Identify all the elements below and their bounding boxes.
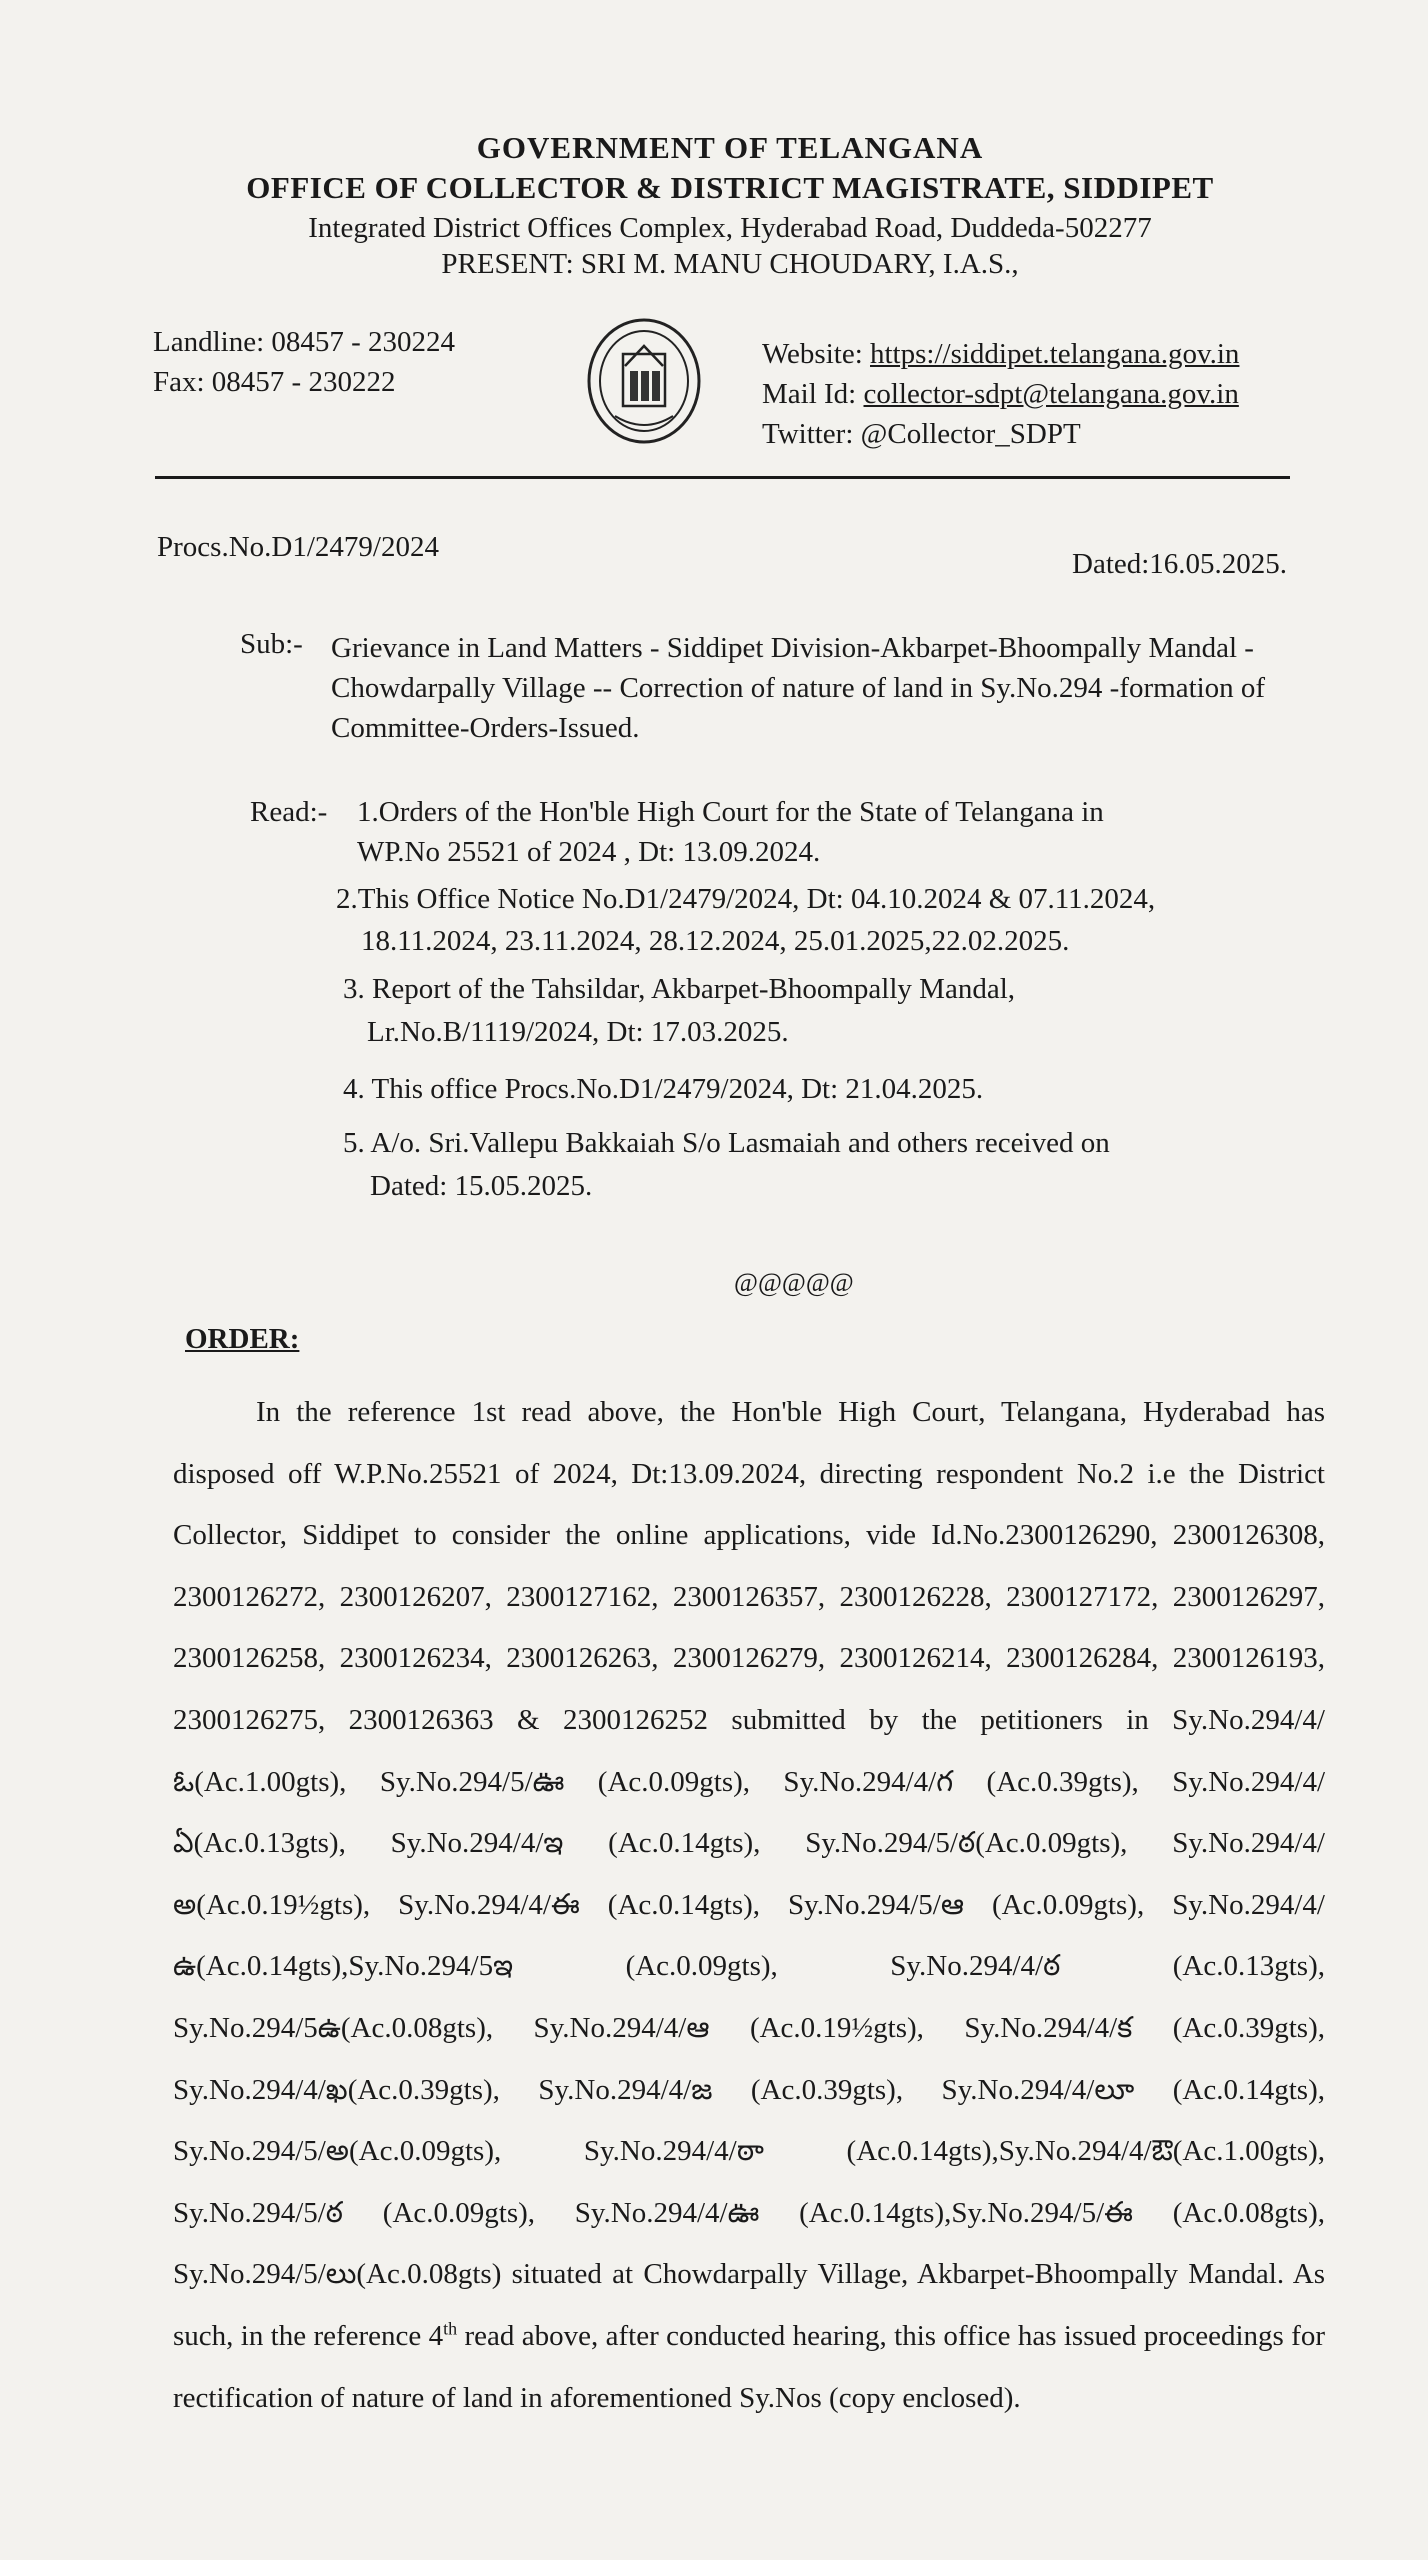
government-seal-icon (585, 316, 703, 446)
mail-line: Mail Id: collector-sdpt@telangana.gov.in (762, 378, 1239, 410)
subject-label: Sub:- (240, 628, 303, 660)
read-item: 18.11.2024, 23.11.2024, 28.12.2024, 25.01.2025,22.02.2025. (361, 925, 1070, 957)
twitter-handle: @Collector_SDPT (860, 418, 1081, 450)
read-item: 3. Report of the Tahsildar, Akbarpet-Bhoompally Mandal, (343, 973, 1015, 1005)
subject-text: Grievance in Land Matters - Siddipet Division-Akbarpet-Bhoompally Mandal - Chowdarpally Village -- Correction of nature of land in Sy.No.294 -formation of Committee-Orders-Issued. (331, 632, 1266, 744)
letterhead-government: GOVERNMENT OF TELANGANA (476, 130, 984, 165)
contact-online-block (762, 334, 1239, 454)
read-item: 5. A/o. Sri.Vallepu Bakkaiah S/o Lasmaiah and others received on (343, 1127, 1110, 1159)
website-line: Website: https://siddipet.telangana.gov.in (762, 338, 1240, 370)
read-label: Read:- (250, 796, 328, 828)
order-heading: ORDER: (185, 1323, 300, 1355)
read-item: Dated: 15.05.2025. (370, 1170, 593, 1202)
read-item: Lr.No.B/1119/2024, Dt: 17.03.2025. (367, 1016, 789, 1048)
website-link[interactable]: https://siddipet.telangana.gov.in (870, 338, 1240, 370)
twitter-line: Twitter: @Collector_SDPT (762, 418, 1081, 450)
header-divider (155, 476, 1290, 479)
read-item: 1.Orders of the Hon'ble High Court for the State of Telangana in (357, 796, 1104, 828)
read-item: 2.This Office Notice No.D1/2479/2024, Dt: 04.10.2024 & 07.11.2024, (336, 883, 1156, 915)
fax: Fax: 08457 - 230222 (153, 366, 396, 398)
order-paragraph: In the reference 1st read above, the Hon'ble High Court, Telangana, Hyderabad has disposed off W.P.No.25521 of 2024, Dt:13.09.2024, directing respondent No.2 i.e the District Collector, Siddipet to consider the online applications, vide Id.No.2300126290, 2300126308, 2300126272, 2300126207, 2300127162, 2300126357, 2300126228, 2300127172, 2300126297, 2300126258, 2300126234, 2300126263, 2300126279, 2300126214, 2300126284, 2300126193, 2300126275, 2300126363 & 2300126252 submitted by the petitioners in Sy.No.294/4/ఓ(Ac.1.00gts), Sy.No.294/5/ఊ (Ac.0.09gts), Sy.No.294/4/గ (Ac.0.39gts), Sy.No.294/4/ఏ(Ac.0.13gts), Sy.No.294/4/ఇ (Ac.0.14gts), Sy.No.294/5/ఠ(Ac.0.09gts), Sy.No.294/4/అ(Ac.0.19½gts), Sy.No.294/4/ఈ (Ac.0.14gts), Sy.No.294/5/ఆ (Ac.0.09gts), Sy.No.294/4/ఉ(Ac.0.14gts),Sy.No.294/5ఇ (Ac.0.09gts), Sy.No.294/4/ఠ (Ac.0.13gts), Sy.No.294/5ఉ(Ac.0.08gts), Sy.No.294/4/ఆ (Ac.0.19½gts), Sy.No.294/4/క (Ac.0.39gts), Sy.No.294/4/ఖ(Ac.0.39gts), Sy.No.294/4/జ (Ac.0.39gts), Sy.No.294/4/లూ (Ac.0.14gts), Sy.No.294/5/అ(Ac.0.09gts), Sy.No.294/4/ఠా (Ac.0.14gts),Sy.No.294/4/ఔ(Ac.1.00gts), Sy.No.294/5/ఠ (Ac.0.09gts), Sy.No.294/4/ఊ (Ac.0.14gts),Sy.No.294/5/ఈ (Ac.0.08gts), Sy.No.294/5/లు(Ac.0.08gts) situated at Chowdarpally Village, Akbarpet-Bhoompally Mandal. As such, in the reference 4th read above, after conducted hearing, this office has issued proceedings for rectification of nature of land in aforementioned Sy.Nos (copy enclosed). (173, 1396, 1325, 2414)
letterhead-office: OFFICE OF COLLECTOR & DISTRICT MAGISTRATE, SIDDIPET (246, 170, 1214, 205)
letterhead-address: Integrated District Offices Complex, Hyderabad Road, Duddeda-502277 (308, 212, 1152, 244)
mail-link[interactable]: collector-sdpt@telangana.gov.in (863, 378, 1239, 410)
separator-marks: @@@@@ (734, 1268, 854, 1297)
read-item: 4. This office Procs.No.D1/2479/2024, Dt: 21.04.2025. (343, 1073, 984, 1105)
contact-phone-block (153, 322, 455, 402)
procs-number: Procs.No.D1/2479/2024 (157, 531, 439, 563)
document-date: Dated:16.05.2025. (1072, 548, 1288, 580)
letterhead-present: PRESENT: SRI M. MANU CHOUDARY, I.A.S., (441, 248, 1019, 280)
landline: Landline: 08457 - 230224 (153, 326, 456, 358)
read-item: WP.No 25521 of 2024 , Dt: 13.09.2024. (357, 836, 821, 868)
